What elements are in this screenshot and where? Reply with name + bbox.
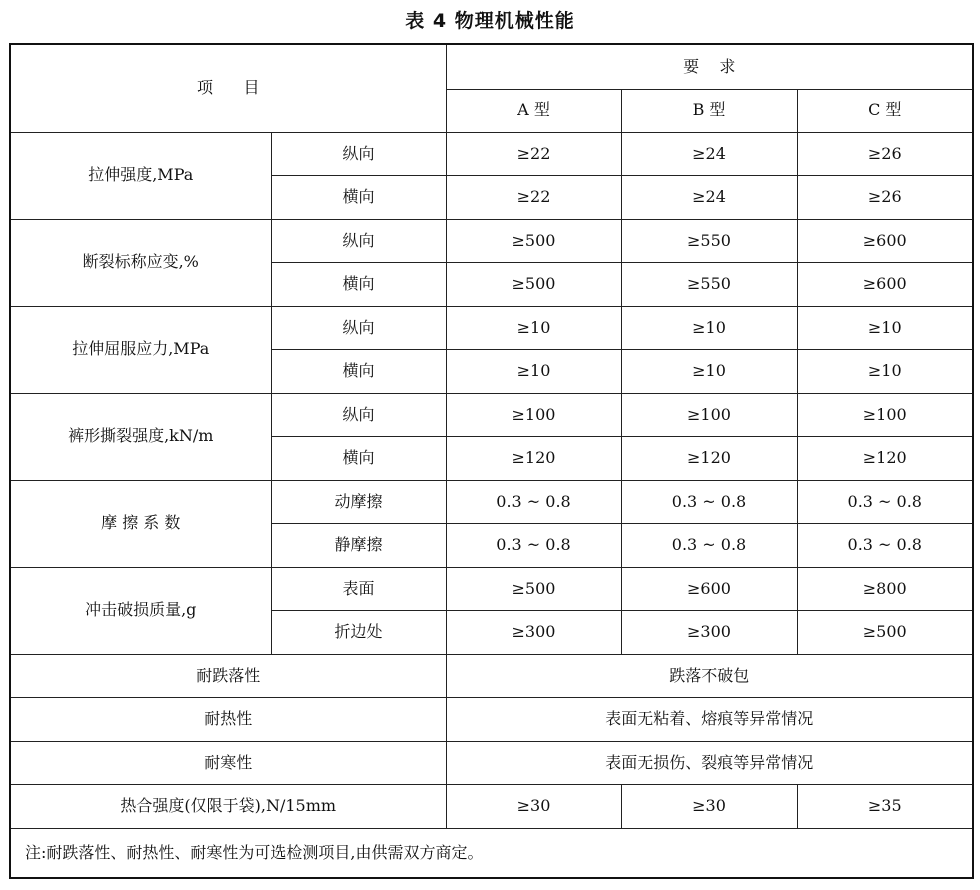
direction-label: 横向 (271, 350, 446, 394)
value-type-a: ≥500 (446, 567, 621, 611)
value-type-c: ≥800 (797, 567, 973, 611)
value-type-b: ≥600 (621, 567, 797, 611)
value-type-b: ≥300 (621, 611, 797, 655)
direction-label: 横向 (271, 263, 446, 307)
direction-label: 折边处 (271, 611, 446, 655)
value-type-a: ≥10 (446, 306, 621, 350)
header-item: 项 目 (10, 44, 446, 132)
direction-label: 纵向 (271, 132, 446, 176)
table-row (10, 741, 973, 785)
value-type-c: ≥100 (797, 393, 973, 437)
value-type-a: ≥22 (446, 132, 621, 176)
value-type-b: ≥120 (621, 437, 797, 481)
property-name: 耐寒性 (10, 741, 446, 785)
value-type-a: ≥30 (446, 785, 621, 829)
requirement-text: 跌落不破包 (446, 654, 973, 698)
value-type-a: 0.3 ~ 0.8 (446, 480, 621, 524)
property-name: 拉伸强度,MPa (10, 132, 271, 219)
value-type-c: ≥120 (797, 437, 973, 481)
value-type-b: ≥100 (621, 393, 797, 437)
value-type-b: ≥550 (621, 219, 797, 263)
value-type-c: ≥10 (797, 306, 973, 350)
header-type-c: C 型 (797, 89, 973, 132)
property-name: 断裂标称应变,% (10, 219, 271, 306)
value-type-c: ≥10 (797, 350, 973, 394)
header-row-1 (10, 44, 973, 89)
value-type-b: ≥24 (621, 176, 797, 220)
table-row (10, 567, 973, 611)
value-type-b: ≥30 (621, 785, 797, 829)
table-row (10, 132, 973, 176)
property-name: 摩 擦 系 数 (10, 480, 271, 567)
value-type-b: ≥24 (621, 132, 797, 176)
note-row (10, 828, 973, 878)
value-type-c: ≥500 (797, 611, 973, 655)
direction-label: 横向 (271, 176, 446, 220)
value-type-c: ≥35 (797, 785, 973, 829)
table-row (10, 219, 973, 263)
value-type-a: 0.3 ~ 0.8 (446, 524, 621, 568)
direction-label: 纵向 (271, 306, 446, 350)
value-type-b: ≥550 (621, 263, 797, 307)
property-name: 裤形撕裂强度,kN/m (10, 393, 271, 480)
value-type-c: ≥26 (797, 132, 973, 176)
value-type-b: 0.3 ~ 0.8 (621, 524, 797, 568)
table-note: 注:耐跌落性、耐热性、耐寒性为可选检测项目,由供需双方商定。 (10, 828, 973, 878)
direction-label: 表面 (271, 567, 446, 611)
value-type-a: ≥100 (446, 393, 621, 437)
property-name: 耐跌落性 (10, 654, 446, 698)
value-type-a: ≥120 (446, 437, 621, 481)
table-row (10, 654, 973, 698)
table-row (10, 698, 973, 742)
direction-label: 静摩擦 (271, 524, 446, 568)
value-type-c: ≥600 (797, 263, 973, 307)
table-row (10, 393, 973, 437)
value-type-a: ≥300 (446, 611, 621, 655)
direction-label: 纵向 (271, 393, 446, 437)
header-type-b: B 型 (621, 89, 797, 132)
requirement-text: 表面无粘着、熔痕等异常情况 (446, 698, 973, 742)
value-type-a: ≥500 (446, 219, 621, 263)
property-name: 冲击破损质量,g (10, 567, 271, 654)
property-name: 拉伸屈服应力,MPa (10, 306, 271, 393)
requirement-text: 表面无损伤、裂痕等异常情况 (446, 741, 973, 785)
header-requirement: 要 求 (446, 44, 973, 89)
property-name: 耐热性 (10, 698, 446, 742)
value-type-c: ≥600 (797, 219, 973, 263)
value-type-b: ≥10 (621, 306, 797, 350)
physical-mechanical-properties-table (9, 43, 974, 879)
value-type-a: ≥10 (446, 350, 621, 394)
value-type-c: 0.3 ~ 0.8 (797, 480, 973, 524)
value-type-a: ≥22 (446, 176, 621, 220)
value-type-b: 0.3 ~ 0.8 (621, 480, 797, 524)
header-type-a: A 型 (446, 89, 621, 132)
table-row (10, 480, 973, 524)
value-type-b: ≥10 (621, 350, 797, 394)
table-row (10, 306, 973, 350)
table-title: 表 4 物理机械性能 (405, 10, 575, 32)
value-type-c: ≥26 (797, 176, 973, 220)
value-type-c: 0.3 ~ 0.8 (797, 524, 973, 568)
value-type-a: ≥500 (446, 263, 621, 307)
direction-label: 纵向 (271, 219, 446, 263)
table-row (10, 785, 973, 829)
property-name: 热合强度(仅限于袋),N/15mm (10, 785, 446, 829)
direction-label: 动摩擦 (271, 480, 446, 524)
direction-label: 横向 (271, 437, 446, 481)
